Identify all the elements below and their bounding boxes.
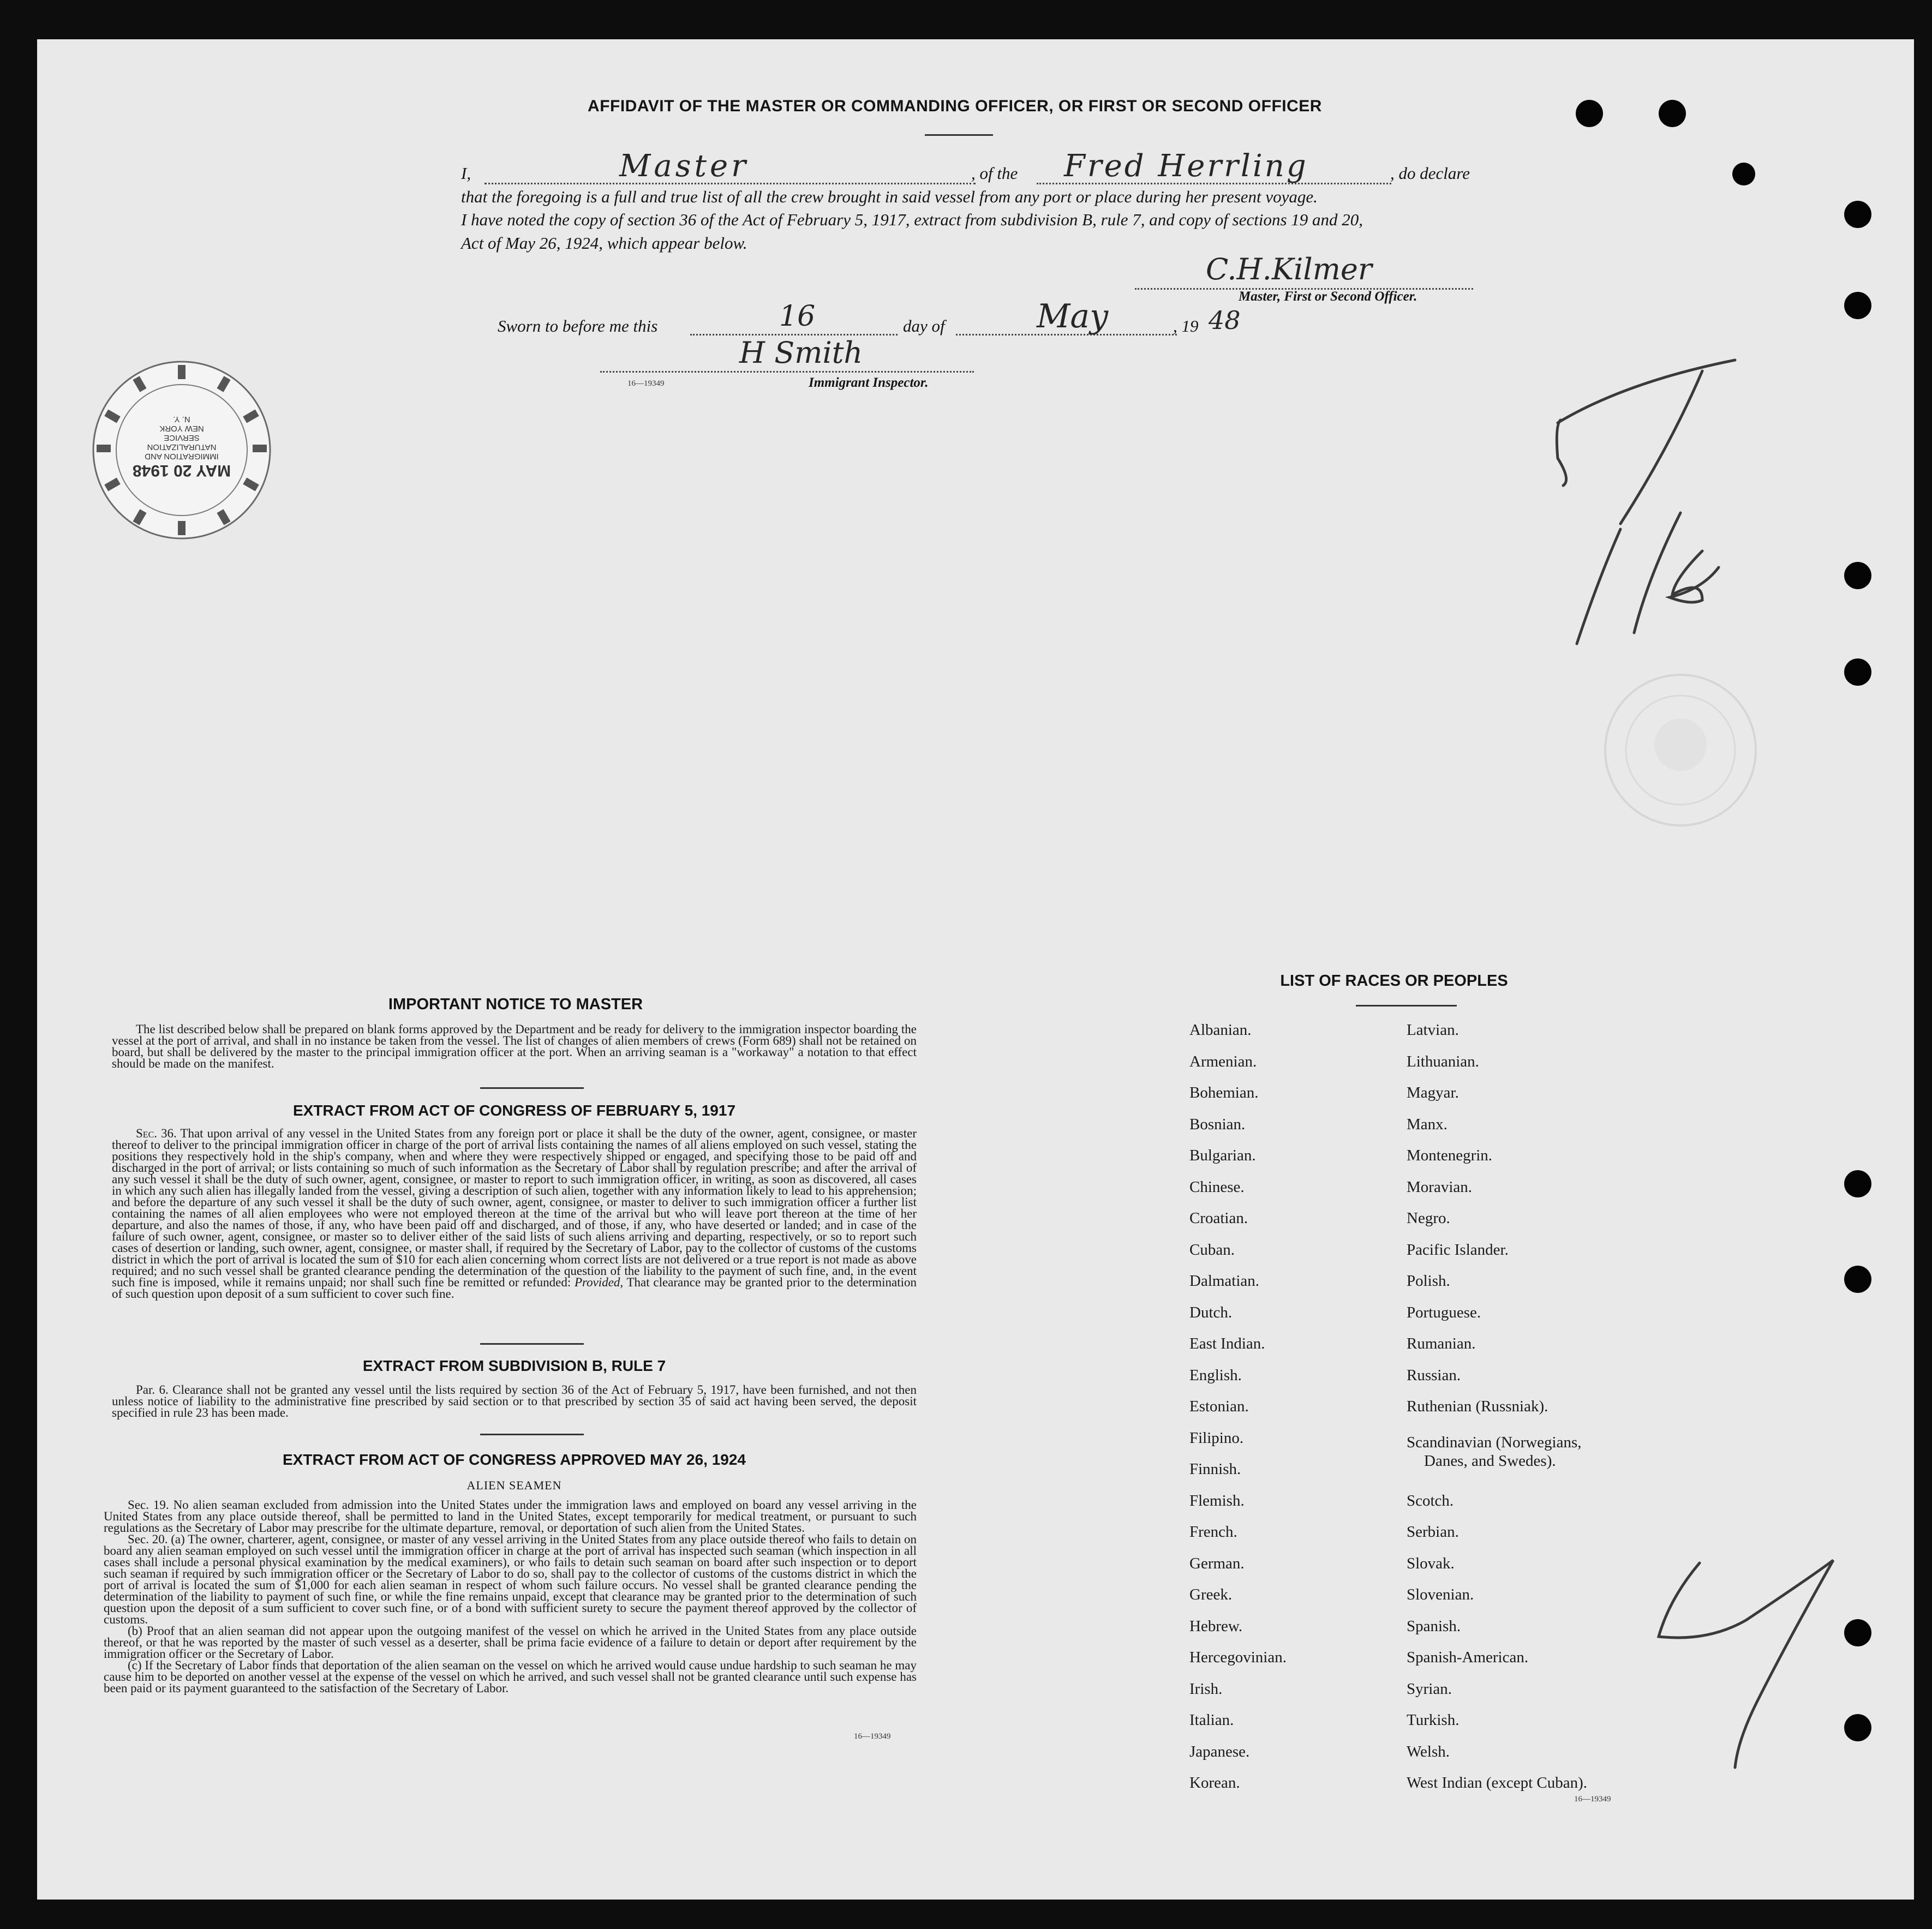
race-item: East Indian. xyxy=(1189,1335,1265,1352)
race-item: Slovenian. xyxy=(1407,1586,1474,1603)
section-divider xyxy=(480,1343,584,1345)
stamp-date: MAY 20 1948 xyxy=(132,462,231,480)
extract-rule7-title: EXTRACT FROM SUBDIVISION B, RULE 7 xyxy=(362,1357,666,1374)
race-item: Flemish. xyxy=(1189,1492,1245,1509)
pencil-mark-five-sixteen xyxy=(1539,349,1751,655)
declaration-line-2: that the foregoing is a full and true list of all the crew brought in said vessel from any port or place during her present voyage. xyxy=(461,187,1318,206)
race-item: German. xyxy=(1189,1555,1245,1572)
sworn-text: Sworn to before me this xyxy=(498,316,658,336)
alien-seamen-subtitle: ALIEN SEAMEN xyxy=(466,1478,562,1492)
punch-hole xyxy=(1844,1266,1871,1293)
race-item: Greek. xyxy=(1189,1586,1233,1603)
race-item: Finnish. xyxy=(1189,1460,1241,1478)
handwritten-signature: C.H.Kilmer xyxy=(1206,252,1372,286)
punch-hole xyxy=(1844,1619,1871,1646)
declaration-line-4: Act of May 26, 1924, which appear below. xyxy=(461,233,747,253)
inspector-line xyxy=(600,371,974,373)
race-item: Bosnian. xyxy=(1189,1116,1246,1133)
race-item: Japanese. xyxy=(1189,1743,1250,1760)
embossed-seal xyxy=(1601,671,1760,829)
immigration-stamp xyxy=(89,357,274,543)
race-item: Chinese. xyxy=(1189,1178,1245,1196)
race-item: Spanish. xyxy=(1407,1618,1461,1635)
race-item: Syrian. xyxy=(1407,1680,1452,1698)
handwritten-month: May xyxy=(1037,297,1109,336)
section-20b-paragraph: (b) Proof that an alien seaman did not appear upon the outgoing manifest of the vessel on which he arrived in the United States from any place outside thereof, or that he was reported by the master of such vessel as a deserter, shall be prima facie evidence of a failure to detain or deport after requirement by the immigration officer or the Secretary of Labor. xyxy=(104,1624,917,1661)
punch-hole xyxy=(1732,163,1755,185)
punch-hole xyxy=(1844,1714,1871,1741)
section-divider xyxy=(480,1434,584,1435)
race-item: Korean. xyxy=(1189,1774,1240,1792)
punch-hole xyxy=(1844,658,1871,686)
punch-hole xyxy=(1576,100,1603,127)
handwritten-day: 16 xyxy=(779,300,816,333)
race-item: Latvian. xyxy=(1407,1021,1459,1039)
race-item: West Indian (except Cuban). xyxy=(1407,1774,1588,1792)
punch-hole xyxy=(1844,562,1871,589)
form-number: 16—19349 xyxy=(627,379,665,388)
declaration-line-3: I have noted the copy of section 36 of the Act of February 5, 1917, extract from subdivision B, rule 7, and copy of sections 19 and 20, xyxy=(461,210,1363,229)
handwritten-officer: Master xyxy=(619,148,749,184)
notice-body xyxy=(112,1023,917,1069)
form-number: 16—19349 xyxy=(1574,1795,1611,1804)
notice-paragraph: The list described below shall be prepared on blank forms approved by the Department and be ready for delivery to the immigration inspector boarding the vessel at the port of arrival, and shall in no instance be taken from the vessel. The list of changes of alien members of crews (Form 689) shall not be retained on board, but shall be delivered by the master to the principal immigration officer at the port. When an arriving seaman is a "workaway" a notation to that effect should be made on the manifest. xyxy=(112,1022,917,1070)
signature-caption: Master, First or Second Officer. xyxy=(1239,289,1417,304)
notice-title: IMPORTANT NOTICE TO MASTER xyxy=(388,996,643,1013)
race-item: Dalmatian. xyxy=(1189,1272,1260,1290)
race-item: Pacific Islander. xyxy=(1407,1241,1509,1259)
affidavit-heading: AFFIDAVIT OF THE MASTER OR COMMANDING OFFICER, OR FIRST OR SECOND OFFICER xyxy=(588,97,1322,115)
race-item: Slovak. xyxy=(1407,1555,1455,1572)
punch-hole xyxy=(1844,1170,1871,1197)
race-item: Montenegrin. xyxy=(1407,1147,1493,1164)
extract-1924-body xyxy=(104,1499,917,1694)
stamp-line: NEW YORK xyxy=(159,424,204,433)
race-item: Serbian. xyxy=(1407,1523,1459,1541)
race-item: Estonian. xyxy=(1189,1398,1249,1415)
extract-1924-title: EXTRACT FROM ACT OF CONGRESS APPROVED MAY 26, 1924 xyxy=(283,1451,746,1468)
section-19-paragraph: Sec. 19. No alien seaman excluded from admission into the United States under the immigration laws and employed on board any vessel arriving in the United States from any place outside thereof, shall be permitted to land in the United States, except temporarily for medical treatment, or pursuant to such regulations as the Secretary of Labor may prescribe for the ultimate departure, removal, or deportation of such alien from the United States. xyxy=(104,1498,917,1535)
proviso-word: Provided, xyxy=(574,1275,624,1289)
handwritten-year: 48 xyxy=(1209,305,1241,335)
day-of-text: day of xyxy=(903,316,945,336)
race-item: Italian. xyxy=(1189,1711,1234,1729)
race-item: Hebrew. xyxy=(1189,1618,1243,1635)
extract-1917-body xyxy=(112,1128,917,1299)
race-item: Danes, and Swedes). xyxy=(1424,1452,1556,1470)
section-36-end: That clearance may be granted prior to the determination of such question upon deposit of a sum sufficient to cover such fine. xyxy=(112,1275,917,1301)
race-item: Hercegovinian. xyxy=(1189,1649,1287,1666)
race-item: Russian. xyxy=(1407,1367,1461,1384)
do-declare-text: , do declare xyxy=(1390,164,1470,183)
race-item: Croatian. xyxy=(1189,1209,1248,1227)
heading-divider xyxy=(925,134,993,136)
of-the-text: , of the xyxy=(971,164,1018,183)
pronoun-i: I, xyxy=(461,164,471,183)
race-item: Spanish-American. xyxy=(1407,1649,1529,1666)
section-20c-paragraph: (c) If the Secretary of Labor finds that deportation of the alien seaman on the vessel on which he arrived would cause undue hardship to such seaman he may cause him to be deported on another vessel at the expense of the vessel on which he arrived, and such vessel shall not be granted clearance until such expense has been paid or its payment guaranteed to the satisfaction of the Secretary of Labor. xyxy=(104,1658,917,1695)
year-prefix: , 19 xyxy=(1173,316,1199,336)
race-item: Bohemian. xyxy=(1189,1084,1259,1101)
race-item: Lithuanian. xyxy=(1407,1053,1479,1070)
race-item: Scotch. xyxy=(1407,1492,1454,1509)
race-item: Welsh. xyxy=(1407,1743,1450,1760)
race-item: Cuban. xyxy=(1189,1241,1235,1259)
section-36-text: That upon arrival of any vessel in the United States from any foreign port or place it shall be the duty of the owner, agent, consignee, or master thereof to deliver to the principal immigration officer in charge of the port of arrival lists containing the names of all aliens employed on such vessel, stating the positions they respectively hold in the ship's company, when and where they were respectively shipped or engaged, and specifying those to be paid off and discharged in the port of arrival; or lists containing so much of such information as the Secretary of Labor shall by regulation prescribe; and after the arrival of any such vessel it shall be the duty of such owner, agent, consignee, or master to report to such immigration officer, in writing, as soon as discovered, all cases in which any such alien has illegally landed from the vessel, giving a description of such alien, together with any information likely to lead to his apprehension; and before the departure of any such vessel it shall be the duty of such owner, agent, consignee, or master to deliver to such immigration officer a further list containing the names of all alien employees who were not employed thereon at the time of the arrival but who will leave port thereon at the time of her departure, and also the names of those, if any, who have been paid off and discharged, and of those, if any, who have deserted or landed; and in case of the failure of such owner, agent, consignee, or master so to deliver either of the said lists of such aliens arriving and departing, respectively, or so to report such cases of desertion or landing, such owner, agent, consignee, or master shall, if required by the Secretary of Labor, pay to the collector of customs of the customs district in which the port of arrival is located the sum of $10 for each alien concerning whom correct lists are not delivered or a true report is not made as above required; and no such vessel shall be granted clearance pending the determination of the question of the liability to the payment of such fine, and, in the event such fine is imposed, while it remains unpaid; nor shall such fine be remitted or refunded: xyxy=(112,1127,917,1289)
race-item: French. xyxy=(1189,1523,1237,1541)
race-item: Dutch. xyxy=(1189,1304,1233,1321)
section-divider xyxy=(480,1087,584,1089)
race-item: Negro. xyxy=(1407,1209,1450,1227)
race-item: Ruthenian (Russniak). xyxy=(1407,1398,1548,1415)
race-item: Turkish. xyxy=(1407,1711,1460,1729)
race-item: Irish. xyxy=(1189,1680,1223,1698)
rule7-paragraph: Par. 6. Clearance shall not be granted any vessel until the lists required by section 36 of the Act of February 5, 1917, have been furnished, and not then unless notice of liability to the administrative fine prescribed by said section or to that prescribed by section 35 of said act having been served, the deposit specified in rule 23 has been made. xyxy=(112,1383,917,1419)
section-20a-paragraph: Sec. 20. (a) The owner, charterer, agent, consignee, or master of any vessel arriving in the United States from any place outside thereof who fails to detain on board any alien seaman employed on such vessel until the immigration officer in charge at the port of arrival has inspected such seaman (which inspection in all cases shall include a personal physical examination by the medical examiners), or who fails to detain such seaman on board after such inspection or to deport such seaman if required by such immigration officer or the Secretary of Labor to do so, shall pay to the collector of customs of the customs district in which the port of arrival is located the sum of $1,000 for each alien seaman in respect of whom such failure occurs. No vessel shall be granted clearance pending the determination of the liability to payment of such fine, or while the fine remains unpaid, except that clearance may be granted prior to the determination of such question upon the deposit of a sum sufficient to cover such fine, or of a bond with sufficient surety to secure the payment thereof approved by the collector of customs. xyxy=(104,1532,917,1626)
race-item: Armenian. xyxy=(1189,1053,1257,1070)
race-item: Filipino. xyxy=(1189,1429,1244,1447)
race-item: Moravian. xyxy=(1407,1178,1472,1196)
pencil-mark-four xyxy=(1648,1538,1844,1773)
extract-1917-title: EXTRACT FROM ACT OF CONGRESS OF FEBRUARY 5, 1917 xyxy=(292,1102,736,1119)
race-item: Albanian. xyxy=(1189,1021,1252,1039)
punch-hole xyxy=(1659,100,1686,127)
extract-rule7-body xyxy=(112,1384,917,1418)
handwritten-vessel-name: Fred Herrling xyxy=(1064,148,1308,184)
stamp-line: SERVICE xyxy=(164,433,200,442)
races-title: LIST OF RACES OR PEOPLES xyxy=(1280,972,1508,990)
race-item: Manx. xyxy=(1407,1116,1447,1133)
handwritten-inspector: H Smith xyxy=(739,336,863,370)
race-item: Rumanian. xyxy=(1407,1335,1476,1352)
inspector-caption: Immigrant Inspector. xyxy=(809,375,929,390)
section-number: Sec. 36. xyxy=(136,1127,177,1140)
race-item: Magyar. xyxy=(1407,1084,1459,1101)
race-item: Bulgarian. xyxy=(1189,1147,1256,1164)
form-number: 16—19349 xyxy=(854,1732,891,1741)
race-item: Polish. xyxy=(1407,1272,1450,1290)
races-divider xyxy=(1356,1005,1457,1007)
race-item: Scandinavian (Norwegians, xyxy=(1407,1434,1582,1451)
stamp-line: IMMIGRATION AND xyxy=(145,452,219,461)
punch-hole xyxy=(1844,201,1871,228)
punch-hole xyxy=(1844,292,1871,319)
race-item: English. xyxy=(1189,1367,1242,1384)
stamp-line: N. Y. xyxy=(173,415,190,424)
stamp-line: NATURALIZATION xyxy=(147,442,217,452)
stamp-text xyxy=(119,415,244,480)
race-item: Portuguese. xyxy=(1407,1304,1481,1321)
